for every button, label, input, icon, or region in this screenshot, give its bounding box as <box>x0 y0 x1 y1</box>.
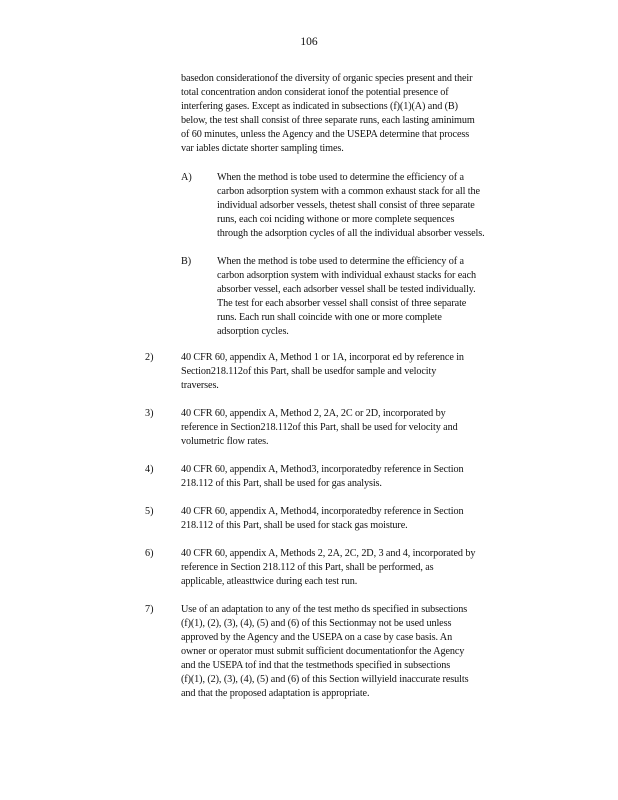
text-line: approved by the Agency and the USEPA on a case by case basis. An <box>181 632 453 643</box>
text-line: 40 CFR 60, appendix A, Method 1 or 1A, incorporat ed by reference in <box>181 352 464 363</box>
text-line: 40 CFR 60, appendix A, Method4, incorporatedby reference in Section <box>181 506 464 517</box>
text-line: runs. Each run shall coincide with one or more complete <box>217 312 442 323</box>
text-line: through the adsorption cycles of all the individual absorber vessels. <box>217 228 485 239</box>
text-line: volumetric flow rates. <box>181 436 269 447</box>
item-marker: 7) <box>145 604 154 615</box>
text-line: 40 CFR 60, appendix A, Method 2, 2A, 2C or 2D, incorporated by <box>181 408 446 419</box>
text-line: below, the test shall consist of three separate runs, each lasting aminimum <box>181 115 475 126</box>
text-line: carbon adsorption system with individual exhaust stacks for each <box>217 270 476 281</box>
item-marker: 5) <box>145 506 154 517</box>
text-line: basedon considerationof the diversity of organic species present and their <box>181 73 473 84</box>
text-line: and that the proposed adaptation is appropriate. <box>181 688 370 699</box>
text-line: 40 CFR 60, appendix A, Method3, incorporatedby reference in Section <box>181 464 464 475</box>
text-line: Use of an adaptation to any of the test metho ds specified in subsections <box>181 604 468 615</box>
text-line: owner or operator must submit sufficient documentationfor the Agency <box>181 646 465 657</box>
text-line: (f)(1), (2), (3), (4), (5) and (6) of this Sectionmay not be used unless <box>181 618 452 629</box>
subitem-marker: A) <box>181 172 192 183</box>
text-line: (f)(1), (2), (3), (4), (5) and (6) of this Section willyield inaccurate results <box>181 674 469 685</box>
page-number: 106 <box>300 36 318 48</box>
text-line: and the USEPA tof ind that the testmethods specified in subsections <box>181 660 451 671</box>
text-line: reference in Section218.112of this Part, shall be used for velocity and <box>181 422 458 433</box>
text-line: adsorption cycles. <box>217 326 289 337</box>
text-line: When the method is tobe used to determine the efficiency of a <box>217 256 464 267</box>
text-line: total concentration andon considerat ionof the potential presence of <box>181 87 449 98</box>
text-line: When the method is tobe used to determine the efficiency of a <box>217 172 464 183</box>
text-line: 218.112 of this Part, shall be used for gas analysis. <box>181 478 382 489</box>
text-line: absorber vessel, each adsorber vessel shall be tested individually. <box>217 284 476 295</box>
text-line: Section218.112of this Part, shall be usedfor sample and velocity <box>181 366 437 377</box>
text-line: var iables dictate shorter sampling times. <box>181 143 344 154</box>
text-line: 218.112 of this Part, shall be used for stack gas moisture. <box>181 520 408 531</box>
text-line: The test for each absorber vessel shall consist of three separate <box>217 298 467 309</box>
text-line: individual adsorber vessels, thetest shall consist of three separate <box>217 200 475 211</box>
text-line: of 60 minutes, unless the Agency and the USEPA determine that process <box>181 129 470 140</box>
text-line: traverses. <box>181 380 219 391</box>
item-marker: 3) <box>145 408 154 419</box>
item-marker: 6) <box>145 548 154 559</box>
text-line: reference in Section 218.112 of this Part, shall be performed, as <box>181 562 434 573</box>
text-line: applicable, atleasttwice during each test run. <box>181 576 358 587</box>
text-line: runs, each coi nciding withone or more complete sequences <box>217 214 455 225</box>
text-line: carbon adsorption system with a common exhaust stack for all the <box>217 186 480 197</box>
item-marker: 2) <box>145 352 154 363</box>
text-line: interfering gases. Except as indicated in subsections (f)(1)(A) and (B) <box>181 101 458 112</box>
text-line: 40 CFR 60, appendix A, Methods 2, 2A, 2C, 2D, 3 and 4, incorporated by <box>181 548 476 559</box>
subitem-marker: B) <box>181 256 192 267</box>
item-marker: 4) <box>145 464 154 475</box>
